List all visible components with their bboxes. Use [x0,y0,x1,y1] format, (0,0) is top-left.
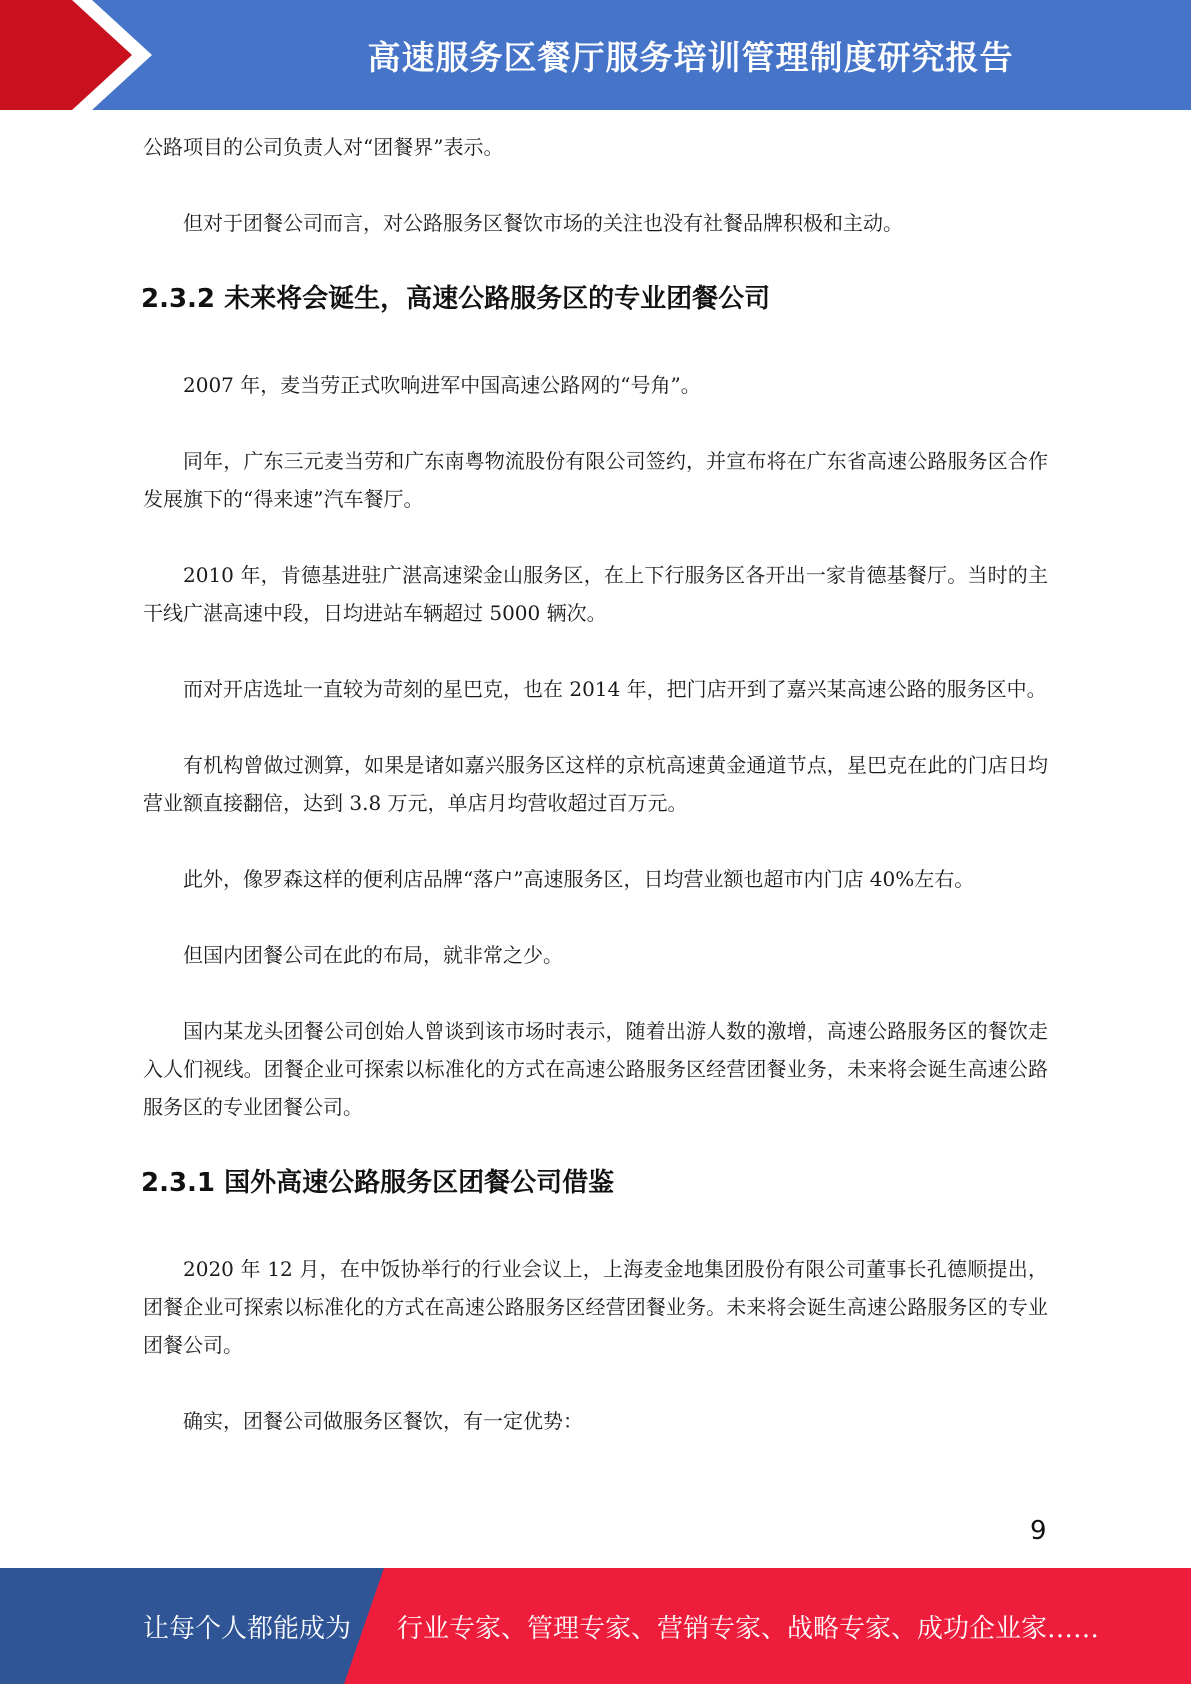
paragraph: 2020 年 12 月，在中饭协举行的行业会议上，上海麦金地集团股份有限公司董事长孔德顺提出，团餐企业可探索以标准化的方式在高速公路服务区经营团餐业务。未来将会诞生高速公路服务区的专业团餐公司。 [143,1257,1048,1357]
page-header [0,0,1191,110]
paragraph: 此外，像罗森这样的便利店品牌“落户”高速服务区，日均营业额也超市内门店 40%左右。 [183,867,975,891]
document-body [143,128,1048,1478]
section-heading: 2.3.1 国外高速公路服务区团餐公司借鉴 [141,1168,615,1198]
paragraph: 国内某龙头团餐公司创始人曾谈到该市场时表示，随着出游人数的激增，高速公路服务区的餐饮走入人们视线。团餐企业可探索以标准化的方式在高速公路服务区经营团餐业务，未来将会诞生高速公路服务区的专业团餐公司。 [143,1019,1048,1119]
paragraph: 但对于团餐公司而言，对公路服务区餐饮市场的关注也没有社餐品牌积极和主动。 [183,211,903,235]
paragraph: 2010 年，肯德基进驻广湛高速梁金山服务区，在上下行服务区各开出一家肯德基餐厅。当时的主干线广湛高速中段，日均进站车辆超过 5000 辆次。 [143,563,1048,625]
paragraph: 公路项目的公司负责人对“团餐界”表示。 [143,135,504,159]
paragraph: 2007 年，麦当劳正式吹响进军中国高速公路网的“号角”。 [183,373,701,397]
header-chevron-decoration [0,0,200,110]
section-heading: 2.3.2 未来将会诞生，高速公路服务区的专业团餐公司 [141,284,771,314]
footer-slogan-right: 行业专家、管理专家、营销专家、战略专家、成功企业家…… [397,1613,1100,1644]
paragraph: 有机构曾做过测算，如果是诸如嘉兴服务区这样的京杭高速黄金通道节点，星巴克在此的门店日均营业额直接翻倍，达到 3.8 万元，单店月均营收超过百万元。 [143,753,1048,815]
page-footer [0,1568,1191,1684]
paragraph: 确实，团餐公司做服务区餐饮，有一定优势： [183,1409,583,1433]
header-title: 高速服务区餐厅服务培训管理制度研究报告 [367,37,1014,77]
paragraph: 同年，广东三元麦当劳和广东南粤物流股份有限公司签约，并宣布将在广东省高速公路服务区合作发展旗下的“得来速”汽车餐厅。 [143,449,1048,511]
page-number: 9 [1030,1516,1047,1546]
footer-slogan-left: 让每个人都能成为 [143,1613,352,1644]
paragraph: 而对开店选址一直较为苛刻的星巴克，也在 2014 年，把门店开到了嘉兴某高速公路的服务区中。 [183,677,1047,701]
paragraph: 但国内团餐公司在此的布局，就非常之少。 [183,943,563,967]
